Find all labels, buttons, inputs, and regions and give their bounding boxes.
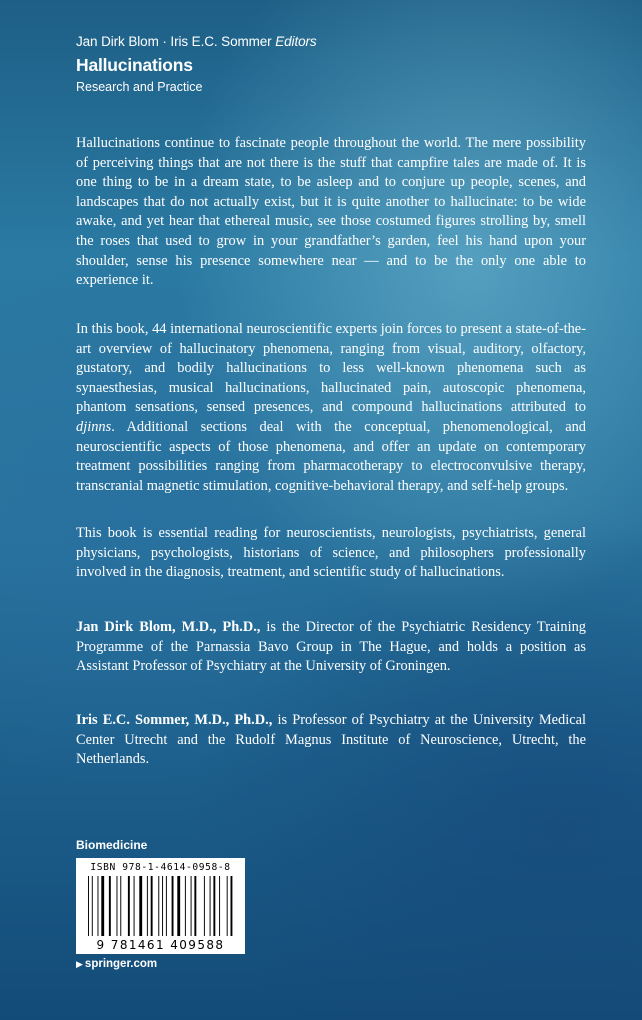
blurb-paragraph-2 [76, 320, 586, 496]
barcode-bar [139, 876, 142, 936]
barcode-bar [166, 876, 167, 936]
publisher-link[interactable] [76, 958, 157, 970]
barcode-bar [172, 876, 174, 936]
barcode-bar [147, 876, 148, 936]
isbn-label: ISBN 978-1-4614-0958-8 [90, 862, 231, 873]
barcode-bar [120, 876, 121, 936]
barcode-bar [98, 876, 99, 936]
author-bio-2-text: is Professor of Psychiatry at the University Medical Center Utrecht and the Rudolf Magnus Institute of Neuroscience, Utrecht, the Netherlands. [76, 712, 586, 768]
barcode-bar [92, 876, 93, 936]
barcode-digits: 9 781461 409588 [96, 938, 225, 952]
author-bio-1-text: is the Director of the Psychiatric Residency Training Programme of the Parnassia Bavo Group in The Hague, and holds a position as Assistant Professor of Psychiatry at the University of Groningen. [76, 619, 586, 675]
author-bio-1-name: Jan Dirk Blom, M.D., Ph.D., [76, 619, 261, 635]
barcode-box [76, 858, 245, 954]
barcode-bar [88, 876, 89, 936]
barcode-bar [210, 876, 211, 936]
barcode-bar [177, 876, 180, 936]
book-subtitle: Research and Practice [76, 80, 203, 94]
blurb-paragraph-3: This book is essential reading for neuroscientists, neurologists, psychiatrists, general physicians, psychologists, historians of science, and philosophers professionally involved in the diagnosis, treatment, and scientific study of hallucinations. [76, 525, 586, 581]
barcode-bar [117, 876, 118, 936]
barcode-bar [191, 876, 192, 936]
barcode-bar [185, 876, 186, 936]
author-bio-2-name: Iris E.C. Sommer, M.D., Ph.D., [76, 712, 273, 728]
barcode-bar [128, 876, 130, 936]
barcode-bar [213, 876, 215, 936]
triangle-right-icon: ▶ [76, 959, 83, 969]
barcode-bar [227, 876, 228, 936]
publisher-url: springer.com [84, 958, 158, 970]
p2-text-after: . Additional sections deal with the conceptual, phenomenological, and neuroscientific aspects of those phenomena, and offer an update on contemporary treatment possibilities ranging from pharmacotherapy to electroconvulsive therapy, transcranial magnetic stimulation, cognitive-behavioral therapy, and self-help groups. [76, 418, 586, 494]
barcode-bar [101, 876, 104, 936]
p2-text-before: In this book, 44 international neuroscientific experts join forces to present a state-of-the-art overview of hallucinatory phenomena, ranging from visual, auditory, olfactory, gustatory, and bodily hallucinations to less well-known phenomena such as synaesthesias, musical hallucinations, hallucinated pain, autoscopic phenomena, phantom sensations, sensed presences, and compound hallucinations attributed to [76, 321, 586, 416]
barcode-bar [204, 876, 205, 936]
barcode-bar [151, 876, 153, 936]
author-bio-1 [76, 618, 586, 677]
blurb-paragraph-1: Hallucinations continue to fascinate people throughout the world. The mere possibility of perceiving things that are not there is the stuff that campfire tales are made of. It is one thing to be in a dream state, to be asleep and to conjure up people, scenes, and landscapes that do not actually exist, but it is quite another to hallucinate: to be wide awake, and yet hear that ethereal music, see those costumed figures strolling by, smell the roses that used to grow in your grandfather’s garden, feel his hand upon your shoulder, sense his presence somewhere near — and to be the only one able to experience it. [76, 135, 586, 289]
p2-italic-term: djinns [76, 418, 112, 435]
editors-label: Editors [275, 34, 317, 49]
barcode-bar [158, 876, 159, 936]
barcode-bar [194, 876, 196, 936]
barcode-bar [134, 876, 135, 936]
author-names: Jan Dirk Blom · Iris E.C. Sommer [76, 34, 272, 49]
barcode-bar [162, 876, 163, 936]
book-title: Hallucinations [76, 55, 193, 75]
editors-line [76, 34, 317, 49]
barcode-bar [109, 876, 111, 936]
barcode-bars [88, 876, 233, 940]
author-bio-2 [76, 711, 586, 770]
barcode-bar [219, 876, 220, 936]
series-label: Biomedicine [76, 838, 148, 852]
barcode-bar [231, 876, 233, 936]
